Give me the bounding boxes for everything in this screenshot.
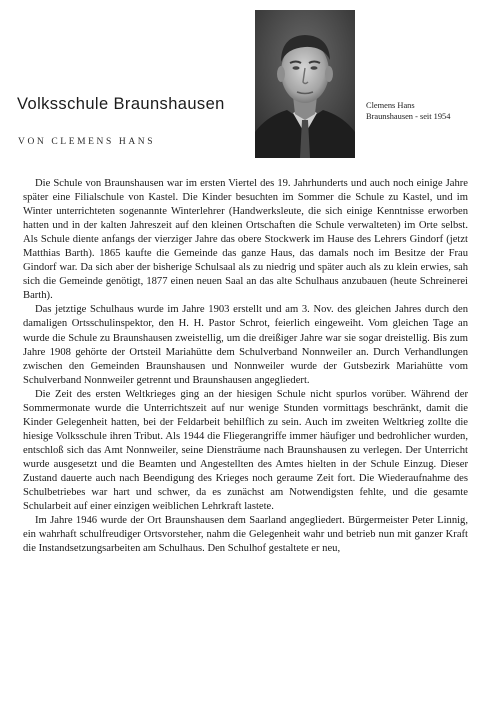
- paragraph: Die Schule von Braunshausen war im ersten Viertel des 19. Jahrhunderts und auch noch einige Jahre später eine Filialschule von Kastel. Die Kinder besuchten im Sommer die Schule zu Kastel, und im Winter unterrichteten sogenannte Winterlehrer (Handwerksleute, die sich einige Kenntnisse erworben hatten und in der kalten Jahreszeit auf den kleinen Ortschaften die Schule verwalteten) im Orte selbst. Als Schule diente anfangs der vierziger Jahre das obere Stockwerk im Hause des Lehrers Gindorf (jetzt Matthias Barth). 1865 kaufte die Gemeinde das ganze Haus, das damals noch im Besitze der Frau Gindorf war. Da sich aber der bisherige Schulsaal als zu niedrig und später auch als zu klein erwies, sah sich die Gemeinde genötigt, 1877 einen neuen Saal an das alte Schulhaus anzubauen (heute Schreinerei Barth).: [23, 178, 468, 302]
- paragraph: Die Zeit des ersten Weltkrieges ging an der hiesigen Schule nicht spurlos vorüber. Während der Sommermonate wurde die Unterrichtszeit auf nur wenige Stunden vormittags beschränkt, damit die Kinder Gelegenheit hatten, bei der Feldarbeit behilflich zu sein. Auch im zweiten Weltkrieg zollte die hiesige Volksschule ihren Tribut. Als 1944 die Fliegerangriffe immer häufiger und bedrohlicher wurden, entschloß sich das Amt Nonnweiler, seine Diensträume nach Braunshausen zu verlegen. Der Unterricht wurde ausgesetzt und die Beamten und Angestellten des Amtes hielten in der Schule Einzug. Dieser Zustand dauerte auch nach Beendigung des Krieges noch geraume Zeit fort. Die Wiederaufnahme des Schulbetriebes war hart und schwer, da es zunächst am Notwendigsten fehlte, und die gesamte Schularbeit auf einer einzigen weiblichen Lehrkraft lastete.: [23, 388, 468, 513]
- author-byline: VON CLEMENS HANS: [18, 137, 156, 147]
- paragraph: Im Jahre 1946 wurde der Ort Braunshausen dem Saarland angegliedert. Bürgermeister Peter Linnig, ein wahrhaft schulfreudiger Ortsvorsteher, nahm die Gelegenheit wahr und betrieb nun mit ganzer Kraft die Instandsetzungsarbeiten am Schulhaus. Den Schulhof gestaltete er neu,: [23, 515, 468, 555]
- caption-name: Clemens Hans: [366, 101, 415, 110]
- portrait-photo-icon: [255, 10, 355, 158]
- author-portrait: [255, 10, 355, 158]
- article-body: [23, 177, 468, 556]
- article-title: Volksschule Braunshausen: [17, 95, 225, 113]
- caption-role: Braunshausen - seit 1954: [366, 112, 451, 121]
- paragraph: Das jetztige Schulhaus wurde im Jahre 1903 erstellt und am 3. Nov. des gleichen Jahres durch den damaligen Ortsschulinspektor, den H. H. Pastor Schrot, feierlich eingeweiht. Vom gleichen Tage an wurde die Schule zu Braunshausen zweistellig, um die dreißiger Jahre war sie sogar dreistellig. Bis zum Jahre 1908 gehörte der Ortsteil Mariahütte dem Schulverband Nonnweiler an. Durch Verhandlungen zwischen den Gemeinden Braunshausen und Nonnweiler wurde der Gutsbezirk Mariahütte vom Schulverband Nonnweiler getrennt und Braunshausen angegliedert.: [23, 304, 468, 386]
- portrait-caption: [366, 100, 450, 122]
